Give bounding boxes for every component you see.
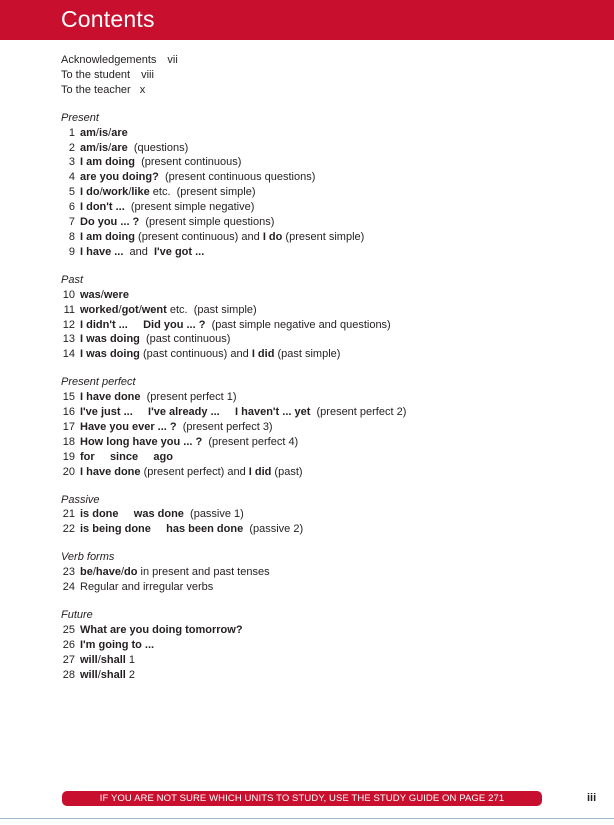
unit-number: 9	[68, 245, 75, 258]
unit-title-plain: (past simple)	[274, 348, 341, 361]
unit-sections	[61, 111, 581, 683]
unit-title-plain: (past simple negative and questions)	[205, 318, 391, 331]
unit-number: 3	[68, 156, 75, 169]
unit-title-bold: were	[103, 288, 129, 301]
page-number: iii	[587, 792, 597, 804]
unit-title-bold: like	[131, 186, 150, 199]
unit-title	[80, 580, 213, 595]
unit-title-plain: (past continuous) and	[139, 348, 252, 361]
front-matter-item[interactable]	[61, 83, 581, 98]
unit-title	[80, 668, 135, 683]
unit-title-plain: (questions)	[127, 141, 189, 154]
section-heading: Future	[61, 609, 93, 621]
unit-title-plain: /	[118, 303, 122, 316]
unit-title-bold: is being done has been done	[80, 523, 244, 536]
unit-title-bold: be	[80, 566, 93, 579]
unit-title	[80, 507, 244, 522]
header-bar	[0, 0, 614, 40]
unit-number: 27	[62, 653, 75, 666]
unit-title-bold: I was doing	[80, 348, 140, 361]
unit-title-plain: Regular and irregular verbs	[80, 581, 214, 594]
unit-title-plain: (past continuous)	[139, 333, 231, 346]
unit-title-bold: I have ...	[80, 245, 124, 258]
front-matter-item[interactable]	[61, 53, 581, 68]
unit-title-bold: went	[141, 303, 167, 316]
unit-number: 11	[63, 303, 75, 316]
unit-title-bold: are	[111, 126, 128, 139]
unit-title	[80, 126, 128, 141]
unit-number: 14	[62, 348, 75, 361]
unit-title	[80, 405, 406, 420]
unit-title-bold: I'm going to ...	[80, 638, 155, 651]
unit-title-plain: /	[97, 653, 101, 666]
unit-entry[interactable]	[61, 200, 581, 215]
unit-title-plain: /	[92, 566, 96, 579]
unit-number: 20	[62, 465, 75, 478]
unit-title-bold: What are you doing tomorrow?	[80, 623, 243, 636]
unit-entry[interactable]	[61, 332, 581, 347]
unit-number: 22	[62, 523, 75, 536]
unit-title	[80, 638, 154, 653]
unit-title-plain: and	[123, 245, 154, 258]
unit-entry[interactable]	[61, 288, 581, 303]
unit-title	[80, 420, 273, 435]
unit-title-bold: is	[98, 141, 109, 154]
unit-title-bold: worked	[80, 303, 119, 316]
unit-title-plain: /	[95, 126, 99, 139]
unit-title	[80, 347, 340, 362]
unit-title	[80, 450, 173, 465]
unit-entry[interactable]	[61, 245, 581, 260]
unit-entry[interactable]	[61, 522, 581, 537]
front-matter-label: To the teacher	[61, 83, 131, 96]
unit-title	[80, 565, 270, 580]
unit-title	[80, 245, 204, 260]
unit-number: 15	[62, 391, 75, 404]
unit-title	[80, 623, 243, 638]
bottom-divider	[0, 818, 614, 819]
unit-title-plain: /	[108, 141, 112, 154]
unit-entry[interactable]	[61, 215, 581, 230]
front-matter-label: Acknowledgements	[61, 54, 157, 66]
unit-title-bold: am	[80, 126, 96, 139]
study-guide-banner[interactable]: IF YOU ARE NOT SURE WHICH UNITS TO STUDY, USE THE STUDY GUIDE ON PAGE 271	[62, 791, 542, 806]
unit-number: 12	[62, 318, 75, 331]
contents-list	[61, 53, 581, 683]
unit-title-plain: (present perfect) and	[140, 465, 249, 478]
unit-title	[80, 200, 254, 215]
unit-title-bold: is done was done	[80, 508, 184, 521]
unit-title-bold: got	[121, 303, 139, 316]
unit-title-plain: /	[128, 186, 132, 199]
unit-title-plain: (passive 2)	[243, 523, 304, 536]
unit-entry[interactable]	[61, 230, 581, 245]
unit-title-bold: I do	[262, 230, 283, 243]
unit-number: 16	[62, 406, 75, 419]
unit-number: 17	[62, 420, 75, 433]
unit-title-bold: have	[95, 566, 121, 579]
unit-number: 4	[68, 171, 75, 184]
unit-title-plain: (present perfect 1)	[140, 391, 237, 404]
unit-title	[80, 465, 303, 480]
unit-title-plain: /	[100, 288, 104, 301]
unit-title	[80, 155, 241, 170]
unit-title-plain: (present perfect 2)	[310, 406, 407, 419]
unit-entry[interactable]	[61, 347, 581, 362]
unit-entry[interactable]	[61, 638, 581, 653]
unit-title	[80, 332, 230, 347]
unit-title-bold: Have you ever ... ?	[80, 420, 177, 433]
front-matter-page: viii	[141, 68, 154, 81]
unit-number: 21	[62, 508, 75, 521]
unit-title-plain: (present simple questions)	[139, 216, 275, 229]
unit-title-plain: (present continuous questions)	[158, 171, 316, 184]
unit-entry[interactable]	[61, 405, 581, 420]
unit-title-bold: work	[102, 186, 129, 199]
unit-number: 26	[62, 638, 75, 651]
section-heading: Passive	[61, 493, 100, 506]
unit-number: 19	[62, 450, 75, 463]
unit-title-plain: (present continuous)	[135, 156, 242, 169]
unit-title	[80, 390, 237, 405]
unit-title-bold: I have done	[80, 391, 141, 404]
unit-title-bold: I do	[80, 186, 100, 199]
unit-number: 2	[68, 141, 75, 154]
section-heading: Past	[61, 273, 84, 286]
unit-title	[80, 185, 256, 200]
unit-title-bold: I was doing	[80, 333, 140, 346]
unit-number: 13	[62, 333, 75, 346]
unit-title-bold: I did	[248, 465, 272, 478]
front-matter-label: To the student	[61, 68, 131, 81]
unit-entry[interactable]	[61, 170, 581, 185]
unit-title-bold: I am doing	[80, 156, 135, 169]
unit-title	[80, 522, 303, 537]
unit-entry[interactable]	[61, 565, 581, 580]
unit-title	[80, 215, 274, 230]
unit-title-bold: Do you ... ?	[80, 216, 140, 229]
unit-title	[80, 303, 257, 318]
unit-entry[interactable]	[61, 141, 581, 156]
front-matter-page: vii	[167, 54, 178, 66]
section-heading: Present	[61, 111, 99, 124]
unit-entry[interactable]	[61, 668, 581, 683]
unit-title-plain: /	[97, 668, 101, 681]
unit-title	[80, 230, 364, 245]
unit-entry[interactable]	[61, 303, 581, 318]
unit-title-plain: (past)	[271, 465, 303, 478]
unit-title-bold: will	[80, 668, 98, 681]
unit-number: 24	[62, 581, 75, 594]
unit-title-plain: /	[99, 186, 103, 199]
unit-title-bold: will	[80, 653, 98, 666]
front-matter-item[interactable]	[61, 68, 581, 83]
unit-title-plain: (present continuous) and	[135, 230, 263, 243]
unit-number: 25	[62, 623, 75, 636]
unit-title-plain: 2	[125, 668, 136, 681]
unit-title-plain: /	[120, 566, 125, 579]
unit-entry[interactable]	[61, 155, 581, 170]
unit-title-bold: shall	[100, 653, 126, 666]
unit-title-bold: was	[80, 288, 101, 301]
unit-title-plain: etc. (present simple)	[149, 186, 256, 199]
unit-number: 28	[62, 668, 75, 681]
unit-entry[interactable]	[61, 580, 581, 595]
unit-title	[80, 170, 315, 185]
unit-entry[interactable]	[61, 435, 581, 450]
unit-title-bold: I didn't ... Did you ... ?	[80, 318, 206, 331]
page-title: Contents	[61, 6, 155, 32]
unit-title-bold: are	[111, 141, 128, 154]
unit-entry[interactable]	[61, 420, 581, 435]
unit-title-bold: I've just ... I've already ... I haven't ... yet	[80, 406, 311, 419]
unit-number: 23	[62, 566, 75, 579]
unit-title-bold: I am doing	[80, 230, 135, 243]
unit-title-bold: How long have you ... ?	[80, 435, 203, 448]
unit-title-bold: I did	[251, 348, 275, 361]
unit-title-bold: is	[98, 126, 109, 139]
unit-title	[80, 141, 188, 156]
unit-title-bold: I've got ...	[154, 245, 205, 258]
unit-title	[80, 435, 298, 450]
unit-title-bold: I don't ...	[80, 201, 125, 214]
unit-number: 6	[68, 201, 75, 214]
unit-title-bold: shall	[100, 668, 126, 681]
unit-title-plain: (passive 1)	[183, 508, 244, 521]
unit-number: 1	[68, 126, 75, 139]
unit-number: 8	[68, 230, 75, 243]
unit-title-plain: (present perfect 4)	[202, 435, 299, 448]
unit-entry[interactable]	[61, 318, 581, 333]
unit-title-bold: do	[124, 566, 138, 579]
unit-entry[interactable]	[61, 185, 581, 200]
unit-entry[interactable]	[61, 390, 581, 405]
unit-title-plain: in present and past tenses	[137, 566, 270, 579]
section-heading: Present perfect	[61, 376, 136, 389]
unit-entry[interactable]	[61, 450, 581, 465]
unit-title-bold: for since ago	[80, 450, 173, 463]
unit-title-plain: /	[108, 126, 112, 139]
unit-title-plain: 1	[125, 653, 136, 666]
unit-title-plain: (present perfect 3)	[176, 420, 273, 433]
unit-title-plain: etc. (past simple)	[166, 303, 257, 316]
unit-entry[interactable]	[61, 623, 581, 638]
section-heading: Verb forms	[61, 551, 115, 564]
unit-number: 7	[68, 216, 75, 229]
unit-title-bold: am	[80, 141, 96, 154]
unit-number: 10	[62, 288, 75, 301]
unit-title-plain: (present simple)	[282, 230, 365, 243]
unit-title-bold: are you doing?	[80, 171, 159, 184]
unit-title-plain: /	[138, 303, 142, 316]
unit-title	[80, 653, 135, 668]
unit-entry[interactable]	[61, 126, 581, 141]
front-matter-page: x	[139, 83, 146, 96]
unit-title	[80, 318, 391, 333]
unit-entry[interactable]	[61, 465, 581, 480]
unit-number: 18	[62, 435, 75, 448]
unit-title-bold: I have done	[80, 465, 141, 478]
unit-title-plain: /	[95, 141, 99, 154]
unit-title	[80, 288, 129, 303]
unit-entry[interactable]	[61, 507, 581, 522]
unit-entry[interactable]	[61, 653, 581, 668]
unit-number: 5	[68, 186, 75, 199]
unit-title-plain: (present simple negative)	[124, 201, 255, 214]
